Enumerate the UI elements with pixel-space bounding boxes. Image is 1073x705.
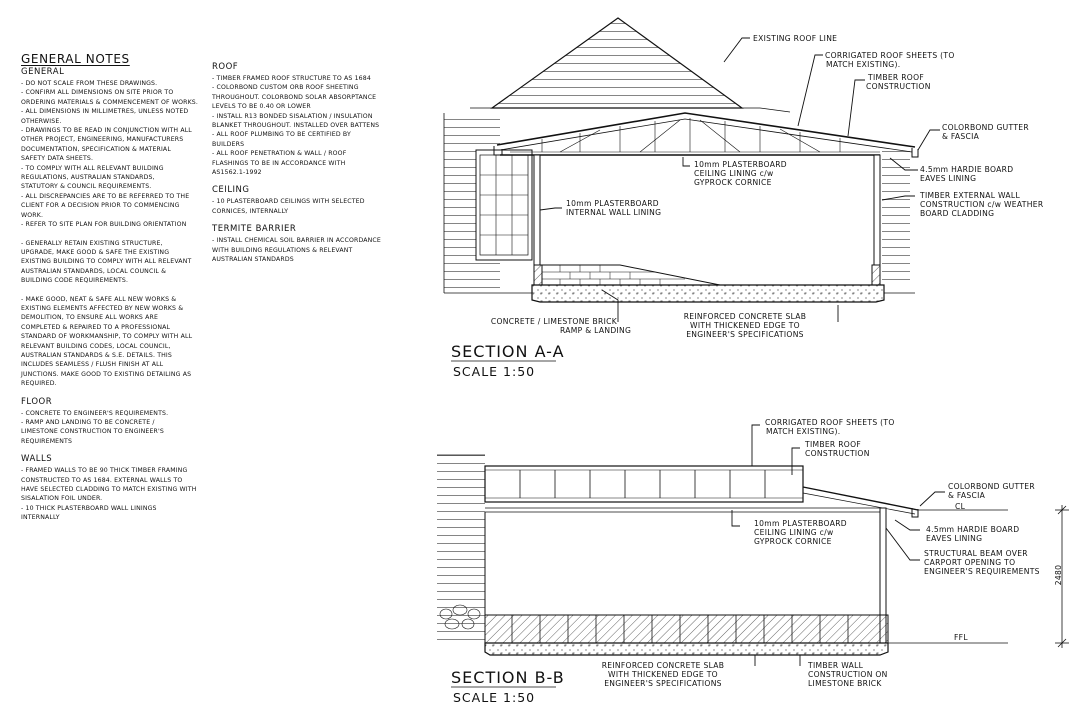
limestone-brick-band bbox=[485, 615, 888, 643]
label-corrugated-a-1: CORRIGATED ROOF SHEETS (TO bbox=[825, 51, 955, 60]
label-gutter-b-1: COLORBOND GUTTER bbox=[948, 482, 1035, 491]
label-wall-lining-a-1: 10mm PLASTERBOARD bbox=[566, 199, 659, 208]
section-a-scale: SCALE 1:50 bbox=[453, 364, 536, 379]
label-corrugated-b-1: CORRIGATED ROOF SHEETS (TO bbox=[765, 418, 895, 427]
label-ext-wall-a-1: TIMBER EXTERNAL WALL bbox=[920, 191, 1020, 200]
label-slab-b-2: WITH THICKENED EDGE TO bbox=[608, 670, 718, 679]
label-ext-wall-a-3: BOARD CLADDING bbox=[920, 209, 995, 218]
label-dimension: 2480 bbox=[1054, 564, 1063, 586]
floor-notes: - CONCRETE TO ENGINEER'S REQUIREMENTS. - RAMP AND LANDING TO BE CONCRETE / LIMESTONE CONSTRUCTION TO ENGINEER'S REQUIREMENTS bbox=[21, 409, 169, 445]
label-gutter-b-2: & FASCIA bbox=[948, 491, 986, 500]
label-timber-roof-a-1: TIMBER ROOF bbox=[868, 73, 925, 82]
general-notes-para-2: - GENERALLY RETAIN EXISTING STRUCTURE, UPGRADE, MAKE GOOD & SAFE THE EXISTING EXISTING BUILDING TO COMPLY WITH ALL RELEVANT AUSTRALIAN STANDARDS, LOCAL COUNCIL & BUILDING CODE REQUIREMENTS. bbox=[21, 239, 192, 285]
floor-title: FLOOR bbox=[21, 396, 53, 407]
roof-title: ROOF bbox=[212, 62, 239, 72]
label-timber-wall-3: LIMESTONE BRICK bbox=[808, 679, 882, 688]
label-hardie-b-1: 4.5mm HARDIE BOARD bbox=[926, 525, 1020, 534]
label-ceiling-a-2: CEILING LINING c/w bbox=[694, 169, 774, 178]
existing-window bbox=[476, 150, 532, 260]
carport-roof-sheets bbox=[803, 487, 918, 510]
label-slab-b-1: REINFORCED CONCRETE SLAB bbox=[601, 661, 725, 670]
general-notes-para-3: - MAKE GOOD, NEAT & SAFE ALL NEW WORKS & EXISTING ELEMENTS AFFECTED BY NEW WORKS & DEMOLITION, TO ENSURE ALL WORKS ARE COMPLETED & REPAIRED TO A PROFESSIONAL STANDARD OF WORKMANSHIP, TO COMPLY WITH ALL RELEVANT BUILDING CODES, LOCAL COUNCIL, AUSTRALIAN STANDARDS & S.E. DETAILS. THIS INCLUDES SEAMLESS / FLUSH FINISH AT ALL JUNCTIONS. MAKE GOOD TO EXISTING DETAILING AS REQUIRED. bbox=[21, 295, 193, 388]
notes-heading: GENERAL NOTES bbox=[21, 52, 130, 66]
gutter-right bbox=[912, 148, 918, 157]
roof-truss-lines bbox=[510, 118, 880, 152]
section-b-title: SECTION B-B bbox=[451, 668, 565, 687]
label-beam-2: CARPORT OPENING TO bbox=[924, 558, 1016, 567]
label-slab-b-3: ENGINEER'S SPECIFICATIONS bbox=[604, 679, 722, 688]
label-ceiling-b-3: GYPROCK CORNICE bbox=[754, 537, 832, 546]
label-timber-roof-b-2: CONSTRUCTION bbox=[805, 449, 870, 458]
label-cl: CL bbox=[955, 502, 966, 511]
label-ext-wall-a-2: CONSTRUCTION c/w WEATHER bbox=[920, 200, 1044, 209]
label-timber-roof-a-2: CONSTRUCTION bbox=[866, 82, 931, 91]
internal-wall-left bbox=[534, 155, 540, 265]
brick-ramp bbox=[542, 265, 720, 285]
label-gutter-a-2: & FASCIA bbox=[942, 132, 980, 141]
label-gutter-a-1: COLORBOND GUTTER bbox=[942, 123, 1029, 132]
label-slab-a-1: REINFORCED CONCRETE SLAB bbox=[683, 312, 807, 321]
walls-notes: - FRAMED WALLS TO BE 90 THICK TIMBER FRAMING CONSTRUCTED TO AS 1684. EXTERNAL WALLS TO HAVE SELECTED CLADDING TO MATCH EXISTING WITH SISALATION FOIL UNDER. - 10 THICK PLASTERBOARD WALL LININGS INTERNALLY bbox=[21, 467, 197, 522]
concrete-slab-b bbox=[485, 643, 888, 655]
label-corrugated-b-2: MATCH EXISTING). bbox=[766, 427, 841, 436]
label-hardie-a-1: 4.5mm HARDIE BOARD bbox=[920, 165, 1014, 174]
external-wall-right bbox=[874, 155, 880, 265]
label-hardie-b-2: EAVES LINING bbox=[926, 534, 983, 543]
label-ceiling-a-3: GYPROCK CORNICE bbox=[694, 178, 772, 187]
section-b-drawing bbox=[437, 425, 1069, 666]
label-timber-wall-2: CONSTRUCTION ON bbox=[808, 670, 888, 679]
label-timber-roof-b-1: TIMBER ROOF bbox=[805, 440, 862, 449]
existing-gable bbox=[492, 18, 742, 108]
label-existing-roof-line: EXISTING ROOF LINE bbox=[753, 34, 838, 43]
label-slab-a-2: WITH THICKENED EDGE TO bbox=[690, 321, 800, 330]
label-ceiling-b-1: 10mm PLASTERBOARD bbox=[754, 519, 847, 528]
label-beam-3: ENGINEER'S REQUIREMENTS bbox=[924, 567, 1040, 576]
label-wall-lining-a-2: INTERNAL WALL LINING bbox=[566, 208, 662, 217]
flat-roof-structure bbox=[485, 466, 803, 502]
section-b-scale: SCALE 1:50 bbox=[453, 690, 536, 705]
new-roof-sheets bbox=[497, 113, 915, 147]
section-a-title: SECTION A-A bbox=[451, 342, 565, 361]
general-notes-para-1: - DO NOT SCALE FROM THESE DRAWINGS. - CONFIRM ALL DIMENSIONS ON SITE PRIOR TO ORDERING MATERIALS & COMMENCEMENT OF WORKS. - ALL DIMENSIONS IN MILLIMETRES, UNLESS NOTED OTHERWISE. - DRAWINGS TO BE READ IN CONJUNCTION WITH ALL OTHER PROJECT, ENGINEERING, MANUFACTURERS DOCUMENTATION, SPECIFICATION & MATERIAL SAFETY DATA SHEETS. - TO COMPLY WITH ALL RELEVANT BUILDING REGULATIONS, AUSTRALIAN STANDARDS, STATUTORY & COUNCIL REQUIREMENTS. - ALL DISCREPANCIES ARE TO BE REFERRED TO THE CLIENT FOR A DECISION PRIOR TO COMMENCING WORK. - REFER TO SITE PLAN FOR BUILDING ORIENTATION bbox=[21, 80, 198, 229]
walls-title: WALLS bbox=[21, 454, 53, 465]
label-ceiling-b-2: CEILING LINING c/w bbox=[754, 528, 834, 537]
label-timber-wall-1: TIMBER WALL bbox=[808, 661, 864, 670]
label-beam-1: STRUCTURAL BEAM OVER bbox=[924, 549, 1028, 558]
general-title: GENERAL bbox=[21, 67, 65, 77]
ceiling-title: CEILING bbox=[212, 185, 250, 196]
termite-notes: - INSTALL CHEMICAL SOIL BARRIER IN ACCORDANCE WITH BUILDING REGULATIONS & RELEVANT AUSTRALIAN STANDARDS bbox=[212, 237, 381, 264]
label-ramp-a-1: CONCRETE / LIMESTONE BRICK bbox=[490, 317, 617, 326]
termite-title: TERMITE BARRIER bbox=[212, 224, 297, 235]
ceiling-notes: - 10 PLASTERBOARD CEILINGS WITH SELECTED CORNICES, INTERNALLY bbox=[212, 198, 365, 215]
label-corrugated-a-2: MATCH EXISTING). bbox=[826, 60, 901, 69]
concrete-slab-a bbox=[532, 285, 884, 302]
roof-notes: - TIMBER FRAMED ROOF STRUCTURE TO AS 1684 - COLORBOND CUSTOM ORB ROOF SHEETING THROUGHOUT. COLORBOND SOLAR ABSORPTANCE LEVELS TO BE 0.40 OR LOWER - INSTALL R13 BONDED SISALATION / INSULATION BLANKET THROUGHOUT. INSTALLED OVER BATTENS - ALL ROOF PLUMBING TO BE CERTIFIED BY BUILDERS - ALL ROOF PENETRATION & WALL / ROOF FLASHINGS TO BE IN ACCORDANCE WITH AS1562.1-1992 bbox=[212, 75, 380, 177]
label-slab-a-3: ENGINEER'S SPECIFICATIONS bbox=[686, 330, 804, 339]
label-ceiling-a-1: 10mm PLASTERBOARD bbox=[694, 160, 787, 169]
label-hardie-a-2: EAVES LINING bbox=[920, 174, 977, 183]
label-ramp-a-2: RAMP & LANDING bbox=[560, 326, 632, 335]
label-ffl: FFL bbox=[954, 633, 968, 642]
